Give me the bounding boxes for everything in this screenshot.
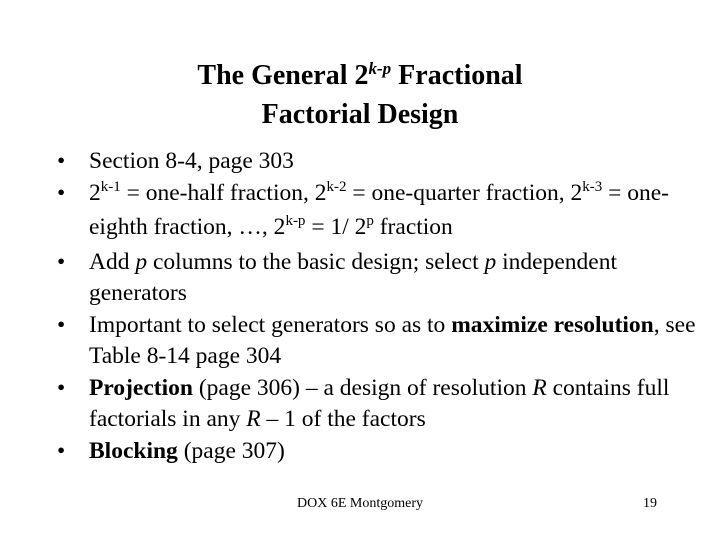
bullet-text: = 1/ 2 [305,214,367,240]
exponent: k-p [285,213,306,229]
bullet-item [57,146,697,178]
exponent: k-2 [326,178,347,195]
italic-variable: R [246,406,261,432]
page-number: 19 [643,496,657,511]
italic-variable: R [532,374,547,401]
title-text: The General 2 [197,60,369,91]
bullet-text: (page 307) [177,437,285,464]
title-line-2: Factorial Design [261,99,459,130]
slide-title [60,58,660,133]
bullet-marker: • [57,374,66,401]
bullet-text: columns to the basic design; select [147,248,485,275]
exponent: p [366,213,374,229]
bullet-marker: • [57,179,66,206]
bullet-item [57,178,697,247]
bullet-text: 2 [89,179,101,206]
bullet-marker: • [57,437,66,464]
footer-text: DOX 6E Montgomery [297,496,423,511]
exponent: k-3 [582,178,603,195]
bullet-text: Important to select generators so as to [89,311,452,338]
title-superscript: k-p [368,59,392,78]
bullet-item [57,373,697,436]
exponent: k-1 [100,178,121,195]
bullet-item [57,436,697,468]
bullet-marker: • [57,248,66,275]
bullet-item [57,247,697,310]
bullet-marker: • [57,311,66,338]
bullet-text: = one-quarter fraction, 2 [346,179,583,206]
bullet-item [57,310,697,373]
bullet-text: Add [89,248,136,275]
italic-variable: p [484,248,497,275]
bullet-marker: • [57,148,66,174]
bullet-list [57,146,697,467]
bold-phrase: maximize resolution [451,311,654,338]
bold-phrase: Blocking [89,437,178,464]
bullet-text: , see Table 8-14 page 304 [89,311,696,369]
bullet-text: independent generators [89,248,618,306]
title-text: Fractional [391,60,523,91]
bullet-text: Section 8-4, page 303 [89,148,294,174]
bullet-text: – 1 of the factors [260,406,426,432]
bullet-text: = one-eighth fraction, …, 2 [89,179,670,240]
bullet-text: contains full factorials in any [89,374,670,432]
bullet-text: = one-half fraction, 2 [120,179,327,206]
italic-variable: p [135,248,148,275]
title-line-1 [60,58,660,97]
bold-phrase: Projection [89,374,193,401]
bullet-text: fraction [373,214,453,240]
bullet-text: (page 306) – a design of resolution [192,374,533,401]
